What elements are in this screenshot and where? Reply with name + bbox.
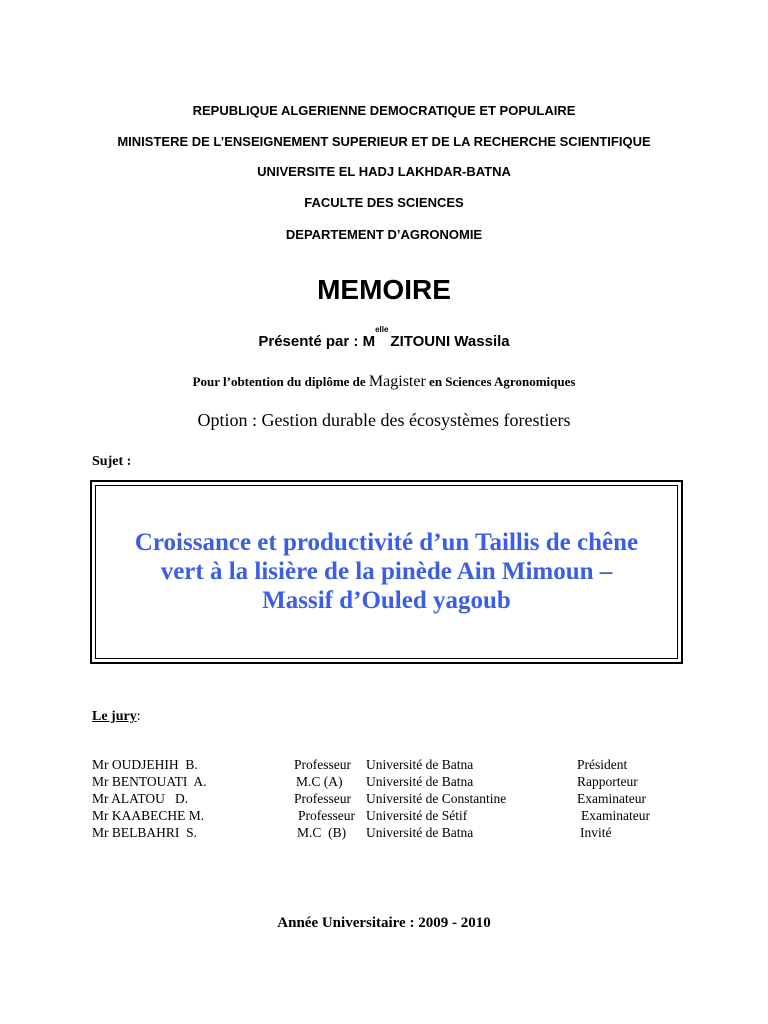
jury-member-role: Rapporteur — [577, 774, 638, 789]
jury-row — [0, 824, 768, 841]
jury-member-name: Mr BENTOUATI A. — [92, 774, 207, 789]
subject-title-line: Massif d’Ouled yagoub — [262, 587, 511, 614]
academic-year: Année Universitaire : 2009 - 2010 — [277, 915, 491, 931]
header-department: DEPARTEMENT D’AGRONOMIE — [285, 227, 483, 242]
jury-member-role: Examinateur — [581, 808, 650, 823]
jury-member-university: Université de Sétif — [366, 808, 468, 823]
jury-row — [0, 756, 768, 773]
jury-member-name: Mr BELBAHRI S. — [92, 825, 198, 840]
header-university: UNIVERSITE EL HADJ LAKHDAR-BATNA — [257, 164, 511, 179]
presented-prefix: Présenté par : M — [258, 333, 376, 350]
subject-frame-inner — [95, 485, 678, 659]
jury-member-grade: Professeur — [298, 808, 355, 823]
header-faculty: FACULTE DES SCIENCES — [304, 195, 464, 210]
subject-title-line: vert à la lisière de la pinède Ain Mimoun – — [160, 558, 613, 585]
jury-row — [0, 807, 768, 824]
jury-label-text: Le jury — [92, 709, 137, 724]
subject-title-line: Croissance et productivité d’un Taillis de chêne — [134, 529, 639, 556]
option-line: Option : Gestion durable des écosystèmes forestiers — [197, 410, 571, 430]
diploma-degree: Magister — [368, 373, 426, 390]
jury-member-role: Président — [577, 757, 628, 772]
subject-frame — [90, 480, 683, 664]
jury-member-name: Mr KAABECHE M. — [92, 808, 205, 823]
presented-superscript: elle — [375, 325, 389, 334]
jury-member-name: Mr OUDJEHIH B. — [92, 757, 198, 772]
header-ministry: MINISTERE DE L’ENSEIGNEMENT SUPERIEUR ET DE LA RECHERCHE SCIENTIFIQUE — [117, 134, 651, 149]
jury-label — [92, 708, 141, 726]
jury-member-role: Invité — [580, 825, 612, 840]
jury-member-university: Université de Batna — [366, 757, 474, 772]
jury-label-colon: : — [136, 709, 141, 724]
header-republic: REPUBLIQUE ALGERIENNE DEMOCRATIQUE ET POPULAIRE — [192, 103, 576, 118]
jury-member-role: Examinateur — [577, 791, 646, 806]
jury-member-university: Université de Batna — [366, 825, 474, 840]
jury-member-university: Université de Constantine — [366, 791, 507, 806]
document-title: MEMOIRE — [317, 274, 451, 305]
diploma-prefix: Pour l’obtention du diplôme de — [192, 374, 369, 389]
jury-member-name: Mr ALATOU D. — [92, 791, 189, 806]
jury-member-grade: Professeur — [294, 791, 351, 806]
jury-member-grade: Professeur — [294, 757, 351, 772]
diploma-line — [0, 373, 768, 391]
jury-member-grade: M.C (B) — [297, 825, 347, 840]
jury-member-grade: M.C (A) — [296, 774, 343, 789]
presented-by — [0, 325, 768, 353]
jury-row — [0, 773, 768, 790]
presented-name: ZITOUNI Wassila — [390, 333, 510, 350]
diploma-suffix: en Sciences Agronomiques — [425, 374, 576, 389]
subject-label: Sujet : — [92, 454, 132, 469]
subject-title — [96, 528, 677, 615]
jury-member-university: Université de Batna — [366, 774, 474, 789]
jury-row — [0, 790, 768, 807]
